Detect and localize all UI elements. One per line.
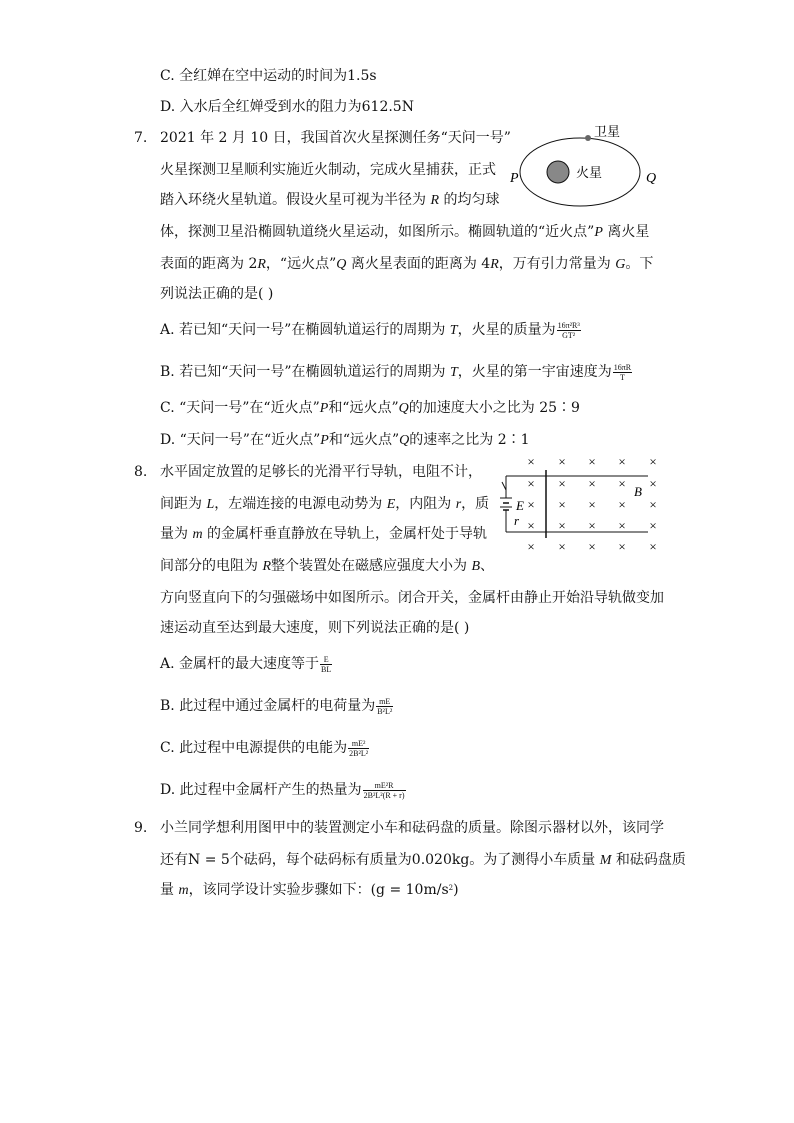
satellite-dot xyxy=(585,135,591,141)
q7-text-line5: 表面的距离为 2R，“远火点”Q 离火星表面的距离为 4R，万有引力常量为 G。下 xyxy=(160,256,654,272)
field-cross: × xyxy=(618,518,626,533)
field-cross: × xyxy=(588,454,596,469)
q7-option-d: D. “天问一号”在“近火点”P和“远火点”Q的速率之比为 2∶1 xyxy=(160,432,530,448)
q9-text-line3: 量 m，该同学设计实验步骤如下：$(g = 10m/s^2)$ xyxy=(160,882,459,898)
q8-option-b: B. 此过程中通过金属杆的电荷量为 $\frac{mE}{\text{B²L²}}$ xyxy=(160,696,393,716)
field-cross: × xyxy=(527,518,535,533)
orbit-diagram xyxy=(510,120,670,210)
field-cross: × xyxy=(558,454,566,469)
field-cross: × xyxy=(618,454,626,469)
field-cross: × xyxy=(649,539,657,554)
field-cross: × xyxy=(558,539,566,554)
field-cross: × xyxy=(649,518,657,533)
q8-option-c-fraction: $\frac{\text{mE²}}{\text{2B²L²}}$ xyxy=(349,738,369,758)
q7-text-line1: 2021 年 2 月 10 日，我国首次火星探测任务“天问一号” xyxy=(160,130,511,146)
q7-option-a-fraction: $\frac{\text{16π²R³}}{\text{GT²}}$ xyxy=(557,320,580,340)
rail-circuit-diagram xyxy=(496,452,666,560)
q8-text-line1: 水平固定放置的足够长的光滑平行导轨，电阻不计， xyxy=(160,464,482,480)
q9-text-line2: 还有N = 5个砝码，每个砝码标有质量为0.020kg。为了测得小车质量 M 和砝码盘质 xyxy=(160,852,686,868)
q7-option-a: A. 若已知“天问一号”在椭圆轨道运行的周期为 T，火星的质量为 $\frac{\text{16π²R³}}{\text{GT²}}$ xyxy=(160,320,580,340)
field-cross: × xyxy=(618,539,626,554)
field-cross: × xyxy=(527,497,535,512)
q9-number: 9. xyxy=(134,820,148,836)
q6-option-c: C. 全红婵在空中运动的时间为1.5s xyxy=(160,68,377,84)
q8-text-line2: 间距为 L，左端连接的电源电动势为 E，内阻为 r，质 xyxy=(160,496,490,512)
q8-text-line5: 方向竖直向下的匀强磁场中如图所示。闭合开关，金属杆由静止开始沿导轨做变加 xyxy=(160,590,664,606)
mars-planet xyxy=(547,161,569,183)
q8-option-c: C. 此过程中电源提供的电能为 $\frac{\text{mE²}}{\text{2B²L²}}$ xyxy=(160,738,369,758)
q8-option-d-fraction: $\frac{\text{mE²R}}{\text{2B²L²(R + r)}}$ xyxy=(363,780,405,800)
mars-label: 火星 xyxy=(576,165,603,180)
field-cross: × xyxy=(649,454,657,469)
field-cross: × xyxy=(588,476,596,491)
field-cross: × xyxy=(618,497,626,512)
q9-text-line1: 小兰同学想利用图甲中的装置测定小车和砝码盘的质量。除图示器材以外，该同学 xyxy=(160,820,664,836)
point-p-label: P xyxy=(510,171,519,186)
field-cross: × xyxy=(527,454,535,469)
q8-text-line3: 量为 m 的金属杆垂直静放在导轨上，金属杆处于导轨 xyxy=(160,526,488,542)
point-q-label: Q xyxy=(646,171,657,186)
q8-option-d: D. 此过程中金属杆产生的热量为 $\frac{\text{mE²R}}{\text{2B²L²(R + r)}}$ xyxy=(160,780,405,800)
field-cross: × xyxy=(558,497,566,512)
field-cross: × xyxy=(588,518,596,533)
q7-option-c: C. “天问一号”在“近火点”P和“远火点”Q的加速度大小之比为 25∶9 xyxy=(160,400,580,416)
field-b-label: B xyxy=(634,484,642,499)
switch-lever xyxy=(502,482,506,490)
q7-number: 7. xyxy=(134,130,148,146)
q8-text-line4: 间部分的电阻为 R整个装置处在磁感应强度大小为 B、 xyxy=(160,558,495,574)
field-cross: × xyxy=(588,497,596,512)
q8-option-b-fraction: $\frac{mE}{\text{B²L²}}$ xyxy=(377,696,393,716)
q8-number: 8. xyxy=(134,464,148,480)
q7-option-b: B. 若已知“天问一号”在椭圆轨道运行的周期为 T，火星的第一宇宙速度为 $\frac{16\pi R}{T}$ xyxy=(160,362,632,382)
q8-option-a-fraction: $\frac{E}{BL}$ xyxy=(321,654,332,674)
field-cross: × xyxy=(588,539,596,554)
q7-text-line6: 列说法正确的是( ) xyxy=(160,286,274,302)
q7-text-line2: 火星探测卫星顺利实施近火制动，完成火星捕获，正式 xyxy=(160,162,496,178)
q7-text-line4: 体，探测卫星沿椭圆轨道绕火星运动，如图所示。椭圆轨道的“近火点”P 离火星 xyxy=(160,224,650,240)
resistance-label: r xyxy=(514,513,520,528)
field-cross: × xyxy=(527,476,535,491)
emf-label: E xyxy=(516,498,524,513)
field-cross: × xyxy=(558,518,566,533)
field-cross: × xyxy=(649,497,657,512)
q7-option-b-fraction: $\frac{16\pi R}{T}$ xyxy=(613,362,632,382)
field-cross: × xyxy=(618,476,626,491)
q8-option-a: A. 金属杆的最大速度等于 $\frac{E}{BL}$ xyxy=(160,654,332,674)
q6-option-d: D. 入水后全红婵受到水的阻力为612.5N xyxy=(160,99,414,115)
field-cross: × xyxy=(558,476,566,491)
field-cross: × xyxy=(649,476,657,491)
satellite-label: 卫星 xyxy=(594,124,621,139)
field-cross: × xyxy=(527,539,535,554)
q7-text-line3: 踏入环绕火星轨道。假设火星可视为半径为 R 的均匀球 xyxy=(160,192,500,208)
q8-text-line6: 速运动直至达到最大速度，则下列说法正确的是( ) xyxy=(160,620,470,636)
